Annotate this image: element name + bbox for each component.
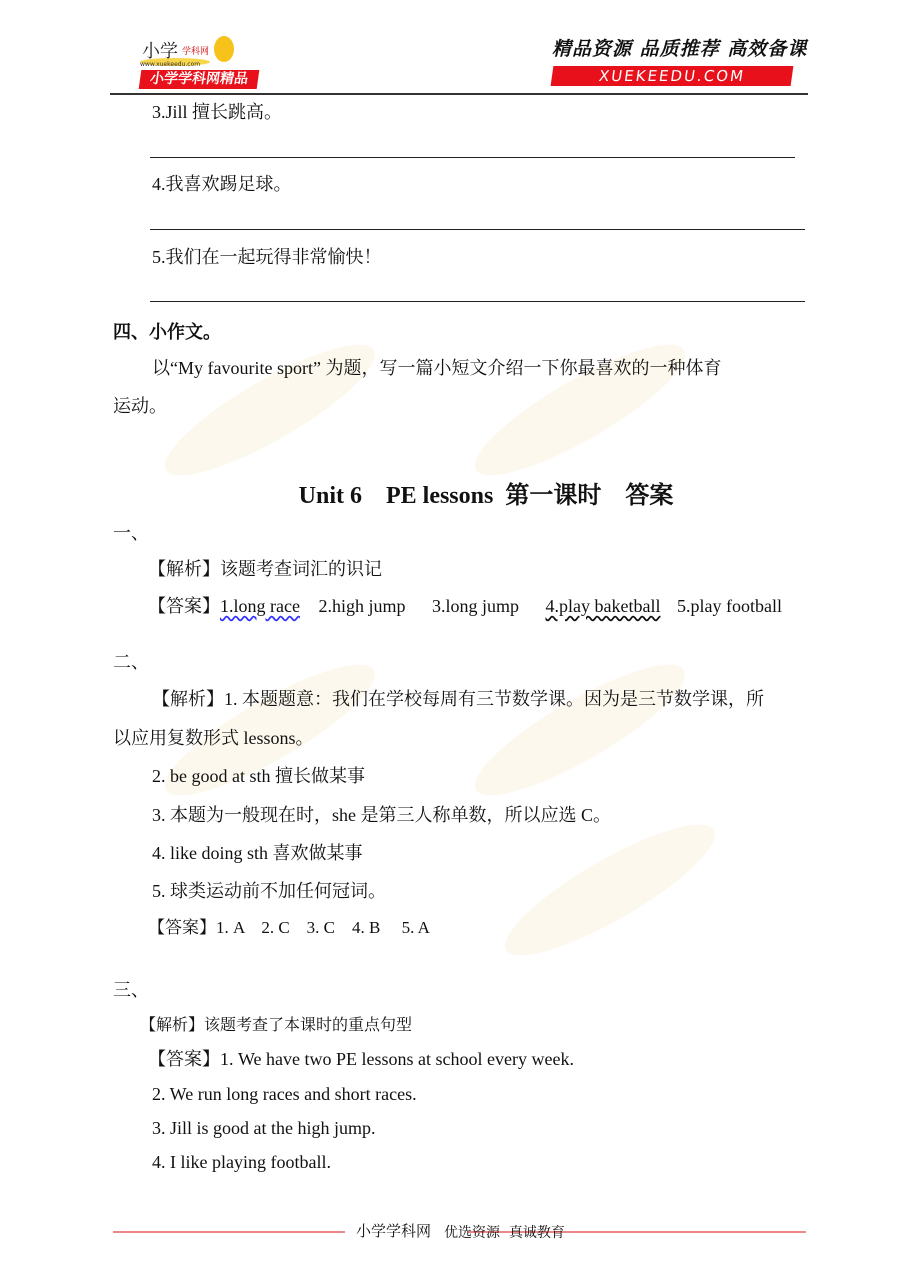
answer-item: 3.long jump	[431, 596, 519, 616]
logo-text: 小学	[142, 41, 178, 62]
section-1-answers	[148, 595, 782, 617]
answer-item: 2.high jump	[318, 596, 406, 616]
watermark-logo	[491, 804, 729, 976]
watermark-logo	[461, 324, 699, 496]
section-1-analysis: 【解析】该题考查词汇的识记	[148, 559, 382, 579]
section-1-label: 一、	[113, 523, 149, 543]
answers-title: Unit 6 PE lessons 第一课时 答案	[298, 483, 674, 509]
section-2-note: 4. like doing sth 喜欢做某事	[152, 843, 363, 863]
watermark-logo	[151, 324, 389, 496]
footer-logo: 小学学科网	[356, 1222, 432, 1240]
watermark-logo	[461, 644, 699, 816]
section-3-label: 三、	[113, 980, 149, 1000]
section-4-text: 以“My favourite sport” 为题，写一篇小短文介绍一下你最喜欢的一种体育	[152, 358, 722, 378]
section-3-analysis: 【解析】该题考查了本课时的重点句型	[140, 1017, 413, 1034]
section-2-analysis-cont: 以应用复数形式 lessons。	[113, 728, 314, 748]
logo-subtext: 学科网	[182, 47, 210, 57]
section-3-line: 4. I like playing football.	[152, 1152, 331, 1172]
item-4: 4.我喜欢踢足球。	[152, 174, 292, 194]
section-2-note: 2. be good at sth 擅长做某事	[152, 766, 365, 786]
answer-prefix: 【答案】	[148, 596, 220, 616]
answer-line	[150, 229, 805, 230]
section-2-label: 二、	[113, 652, 149, 672]
header-rule	[110, 93, 808, 95]
logo-url: www.xuekeedu.com	[140, 61, 201, 68]
answer-line	[150, 301, 805, 302]
section-3-line: 2. We run long races and short races.	[152, 1084, 417, 1104]
section-3-line: 3. Jill is good at the high jump.	[152, 1118, 376, 1138]
footer-slogan: 优选资源 真诚教育	[444, 1225, 565, 1241]
site-banner: XUEKEEDU.COM	[551, 66, 794, 86]
footer-rule-left	[113, 1231, 345, 1233]
mascot-icon	[214, 36, 234, 62]
answer-item: 5.play football	[676, 596, 782, 616]
section-2-note: 3. 本题为一般现在时，she 是第三人称单数，所以应选 C。	[152, 805, 611, 825]
section-4-text-cont: 运动。	[113, 396, 167, 416]
item-5: 5.我们在一起玩得非常愉快！	[152, 247, 382, 267]
section-2-analysis: 【解析】1. 本题题意：我们在学校每周有三节数学课。因为是三节数学课，所	[152, 689, 764, 709]
answer-item: 4.play baketball	[545, 596, 661, 616]
section-4-title: 四、小作文。	[113, 322, 221, 342]
item-3: 3.Jill 擅长跳高。	[152, 102, 283, 122]
answer-item: 1.long race	[220, 596, 300, 616]
slogan: 精品资源 品质推荐 高效备课	[552, 38, 808, 60]
section-3-answer: 【答案】1. We have two PE lessons at school every week.	[148, 1049, 574, 1069]
answer-line	[150, 157, 795, 158]
badge: 小学学科网精品	[139, 70, 260, 89]
section-2-note: 5. 球类运动前不加任何冠词。	[152, 881, 386, 901]
section-2-answer: 【答案】1. A 2. C 3. C 4. B 5. A	[148, 918, 430, 937]
